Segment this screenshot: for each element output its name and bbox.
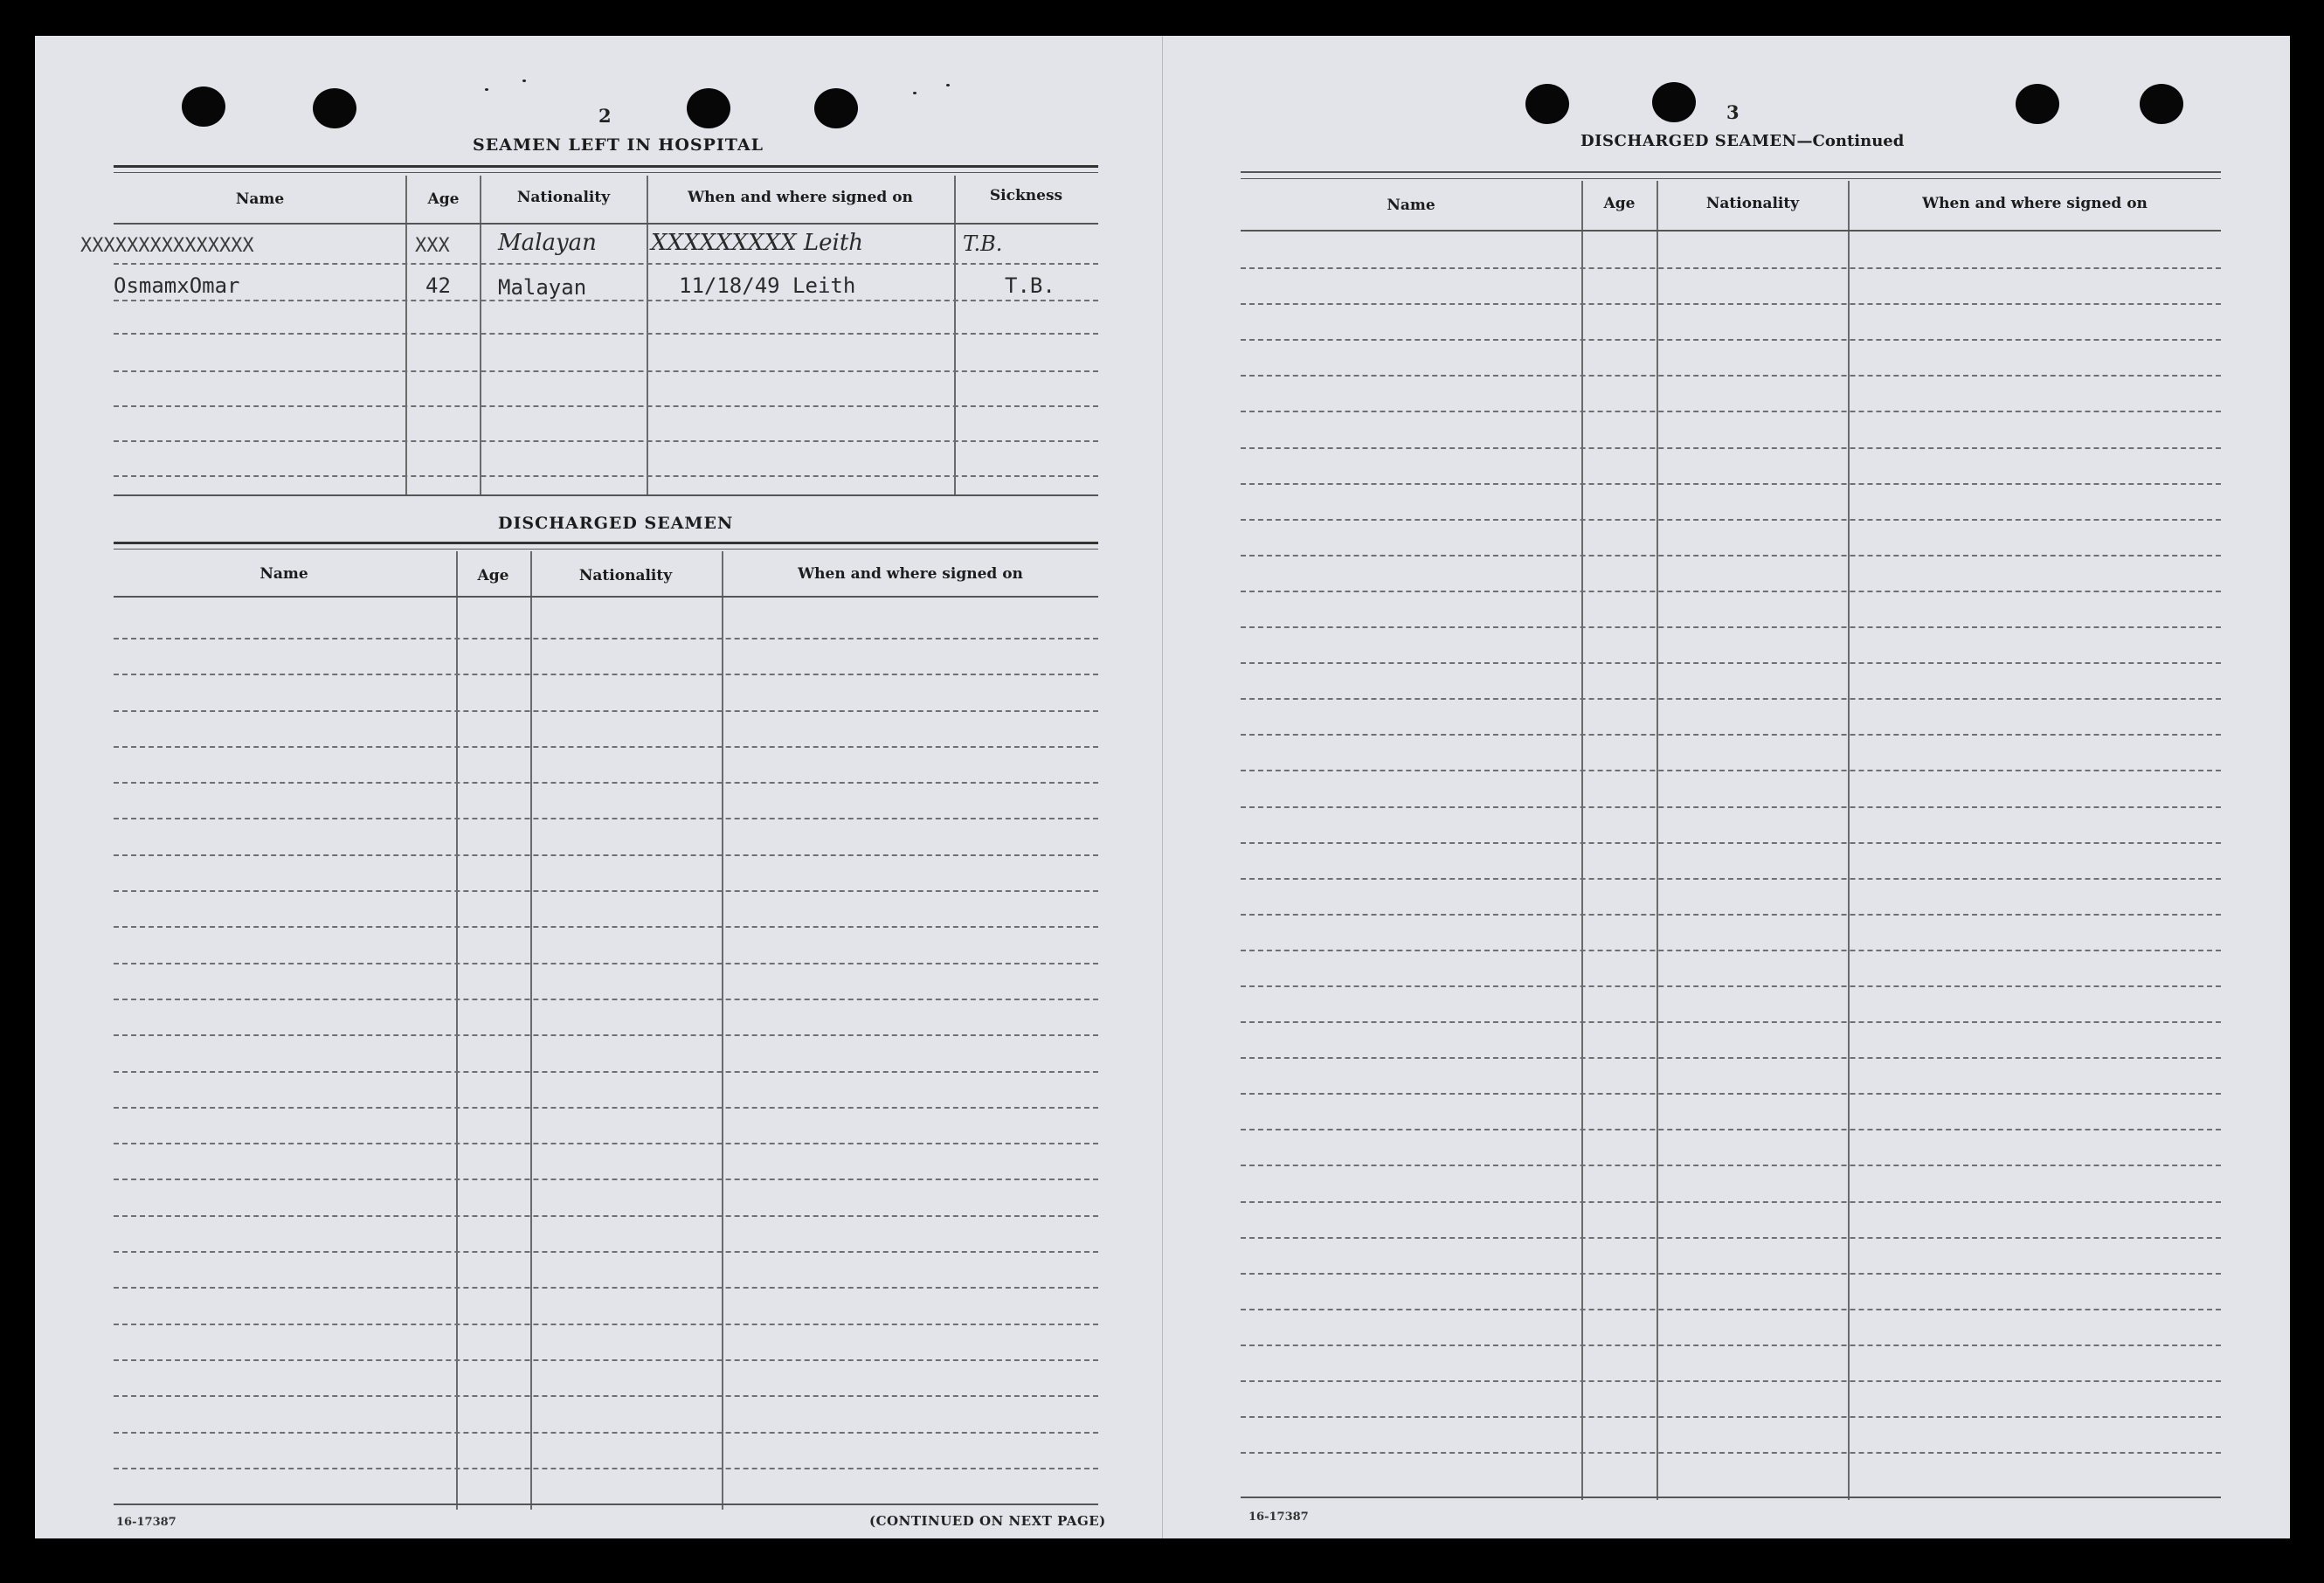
row-line [1241, 411, 2221, 412]
row-line [114, 1215, 1098, 1217]
discharged-continued-title: DISCHARGED SEAMEN—Continued [1580, 132, 1905, 150]
row-line [114, 890, 1098, 892]
row-line [114, 782, 1098, 784]
column-divider [530, 551, 532, 1510]
column-header-age: Age [477, 567, 509, 584]
row-line [114, 1359, 1098, 1361]
row-line [1241, 1021, 2221, 1023]
row-line [1241, 1309, 2221, 1310]
row-line [1241, 483, 2221, 485]
row-line [114, 1179, 1098, 1180]
row-line [114, 746, 1098, 748]
seaman-name: OsmamxOmar [114, 273, 240, 298]
row-line [1241, 1452, 2221, 1454]
ink-speck [946, 84, 950, 86]
row-line [1241, 734, 2221, 736]
row-line [114, 926, 1098, 928]
punch-hole [2140, 84, 2183, 124]
column-header-signed-on: When and where signed on [1922, 195, 2148, 212]
row-line [114, 333, 1098, 335]
row-line [1241, 1237, 2221, 1239]
hospital-section-title: SEAMEN LEFT IN HOSPITAL [473, 135, 764, 155]
page-number: 2 [598, 105, 612, 127]
table-top-rule [114, 172, 1098, 173]
row-line [1241, 230, 2221, 232]
row-line [114, 818, 1098, 819]
section-divider-rule [114, 494, 1098, 496]
row-line [114, 300, 1098, 301]
column-divider [1657, 181, 1658, 1500]
punch-hole [814, 88, 858, 128]
column-divider [1581, 181, 1583, 1500]
row-line [114, 1468, 1098, 1469]
row-line [114, 1432, 1098, 1434]
page-number: 3 [1726, 101, 1740, 123]
column-header-name: Name [259, 565, 308, 583]
table-top-rule [114, 542, 1098, 544]
row-line [1241, 1380, 2221, 1382]
row-line [1241, 339, 2221, 341]
column-header-nationality: Nationality [1705, 195, 1800, 212]
table-top-rule [114, 549, 1098, 550]
row-line [1241, 1093, 2221, 1095]
row-line [1241, 1165, 2221, 1166]
row-line [1241, 662, 2221, 664]
punch-hole [2016, 84, 2059, 124]
row-line [1241, 375, 2221, 377]
seaman-nationality: Malayan [498, 275, 587, 300]
table-top-rule [1241, 171, 2221, 173]
row-line [114, 854, 1098, 856]
row-line [114, 263, 1098, 265]
column-divider [456, 551, 458, 1510]
struck-name: XXXXXXXXXXXXXXX [80, 235, 254, 257]
form-number: 16-17387 [1248, 1510, 1309, 1524]
punch-hole [313, 88, 356, 128]
column-header-name: Name [235, 190, 285, 208]
right-page [1162, 36, 2290, 1538]
row-line [114, 638, 1098, 639]
ink-speck [522, 79, 526, 82]
seaman-signed-on: 11/18/49 Leith [679, 273, 856, 298]
row-line [1241, 591, 2221, 592]
row-line [1241, 1497, 2221, 1498]
row-line [114, 440, 1098, 442]
row-line [1241, 1416, 2221, 1418]
row-line [1241, 770, 2221, 771]
column-header-name: Name [1387, 197, 1435, 214]
row-line [114, 674, 1098, 675]
row-line [114, 475, 1098, 477]
row-line [114, 1107, 1098, 1109]
row-line [1241, 303, 2221, 305]
column-header-sickness: Sickness [989, 187, 1063, 204]
row-line [1241, 267, 2221, 269]
row-line [114, 1143, 1098, 1144]
punch-hole [182, 86, 225, 127]
row-line [1241, 1273, 2221, 1275]
row-line [1241, 1201, 2221, 1203]
left-page [35, 36, 1162, 1538]
row-line [114, 1324, 1098, 1325]
continued-note: (CONTINUED ON NEXT PAGE) [869, 1513, 1106, 1529]
punch-hole [1525, 84, 1569, 124]
row-line [1241, 1129, 2221, 1130]
column-header-signed-on: When and where signed on [798, 565, 1023, 583]
struck-nationality: Malayan [498, 230, 597, 256]
row-line [1241, 447, 2221, 449]
row-line [114, 405, 1098, 407]
row-line [114, 710, 1098, 712]
row-line [114, 596, 1098, 598]
row-line [1241, 878, 2221, 880]
row-line [114, 1071, 1098, 1073]
row-line [1241, 1345, 2221, 1346]
form-number: 16-17387 [116, 1516, 176, 1529]
struck-sickness: T.B. [963, 232, 1003, 256]
row-line [114, 1395, 1098, 1397]
column-divider [1848, 181, 1850, 1500]
struck-signed-on: XXXXXXXXX Leith [651, 230, 864, 256]
row-line [114, 1504, 1098, 1505]
seaman-age: 42 [425, 273, 451, 298]
seaman-sickness: T.B. [1005, 273, 1055, 298]
table-top-rule [114, 165, 1098, 168]
row-line [1241, 555, 2221, 556]
row-line [114, 999, 1098, 1000]
row-line [114, 370, 1098, 372]
row-line [1241, 698, 2221, 700]
row-line [1241, 914, 2221, 916]
column-divider [722, 551, 723, 1510]
table-top-rule [1241, 178, 2221, 179]
ink-speck [913, 92, 916, 94]
struck-age: XXX [415, 235, 450, 257]
discharged-section-title: DISCHARGED SEAMEN [498, 514, 734, 533]
column-header-age: Age [1603, 195, 1636, 212]
row-line [114, 1287, 1098, 1289]
column-header-nationality: Nationality [516, 189, 611, 206]
punch-hole [1652, 82, 1696, 122]
row-line [114, 1251, 1098, 1253]
row-line [1241, 842, 2221, 844]
row-line [1241, 519, 2221, 521]
row-line [1241, 626, 2221, 628]
column-header-age: Age [427, 190, 460, 208]
row-line [1241, 1057, 2221, 1059]
row-line [1241, 985, 2221, 987]
row-line [1241, 950, 2221, 951]
column-header-nationality: Nationality [578, 567, 673, 584]
table-header-rule [114, 223, 1098, 225]
row-line [114, 963, 1098, 964]
column-header-signed-on: When and where signed on [688, 189, 913, 206]
ink-speck [485, 88, 488, 91]
punch-hole [687, 88, 730, 128]
row-line [114, 1034, 1098, 1036]
row-line [1241, 806, 2221, 808]
